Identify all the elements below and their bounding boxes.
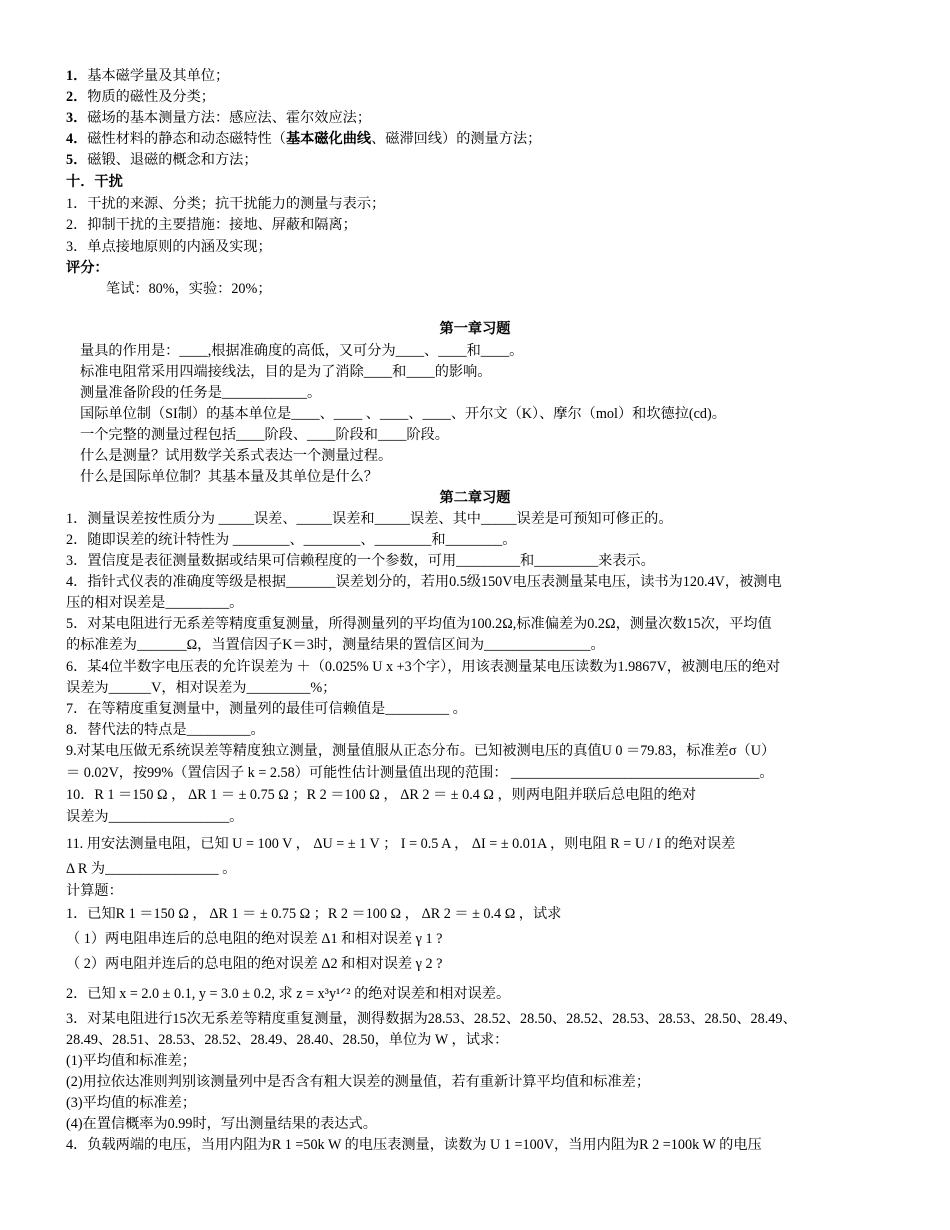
question: 国际单位制（SI制）的基本单位是____、____ 、____、____、开尔文（K）、摩尔（mol）和坎德拉(cd)。: [80, 406, 726, 422]
question: 9.对某电压做无系统误差等精度独立测量，测量值服从正态分布。已知被测电压的真值U 0 ＝79.83，标准差σ（U）: [66, 743, 776, 759]
section-heading: 十．干扰: [66, 174, 123, 190]
list-item: 2．抑制干扰的主要措施：接地、屏蔽和隔离；: [66, 217, 357, 233]
question: 标准电阻常采用四端接线法，目的是为了消除____和____的影响。: [80, 364, 492, 380]
question: 7．在等精度重复测量中，测量列的最佳可信赖值是_________ 。: [66, 701, 467, 717]
list-item: 4．磁性材料的静态和动态磁特性（基本磁化曲线、磁滞回线）的测量方法；: [66, 131, 542, 147]
section-heading: 计算题：: [66, 883, 123, 899]
list-item: 3．磁场的基本测量方法：感应法、霍尔效应法；: [66, 110, 372, 126]
grading-label: 评分：: [66, 260, 109, 276]
list-item: 1．基本磁学量及其单位；: [66, 68, 230, 84]
list-item: 3．单点接地原则的内涵及实现；: [66, 239, 272, 255]
question: 28.49、28.51、28.53、28.52、28.49、28.40、28.50，单位为 W ，试求：: [66, 1032, 509, 1048]
list-item: 2．物质的磁性及分类；: [66, 89, 215, 105]
chapter-title: 第一章习题: [439, 321, 511, 337]
list-item: 1．干扰的来源、分类；抗干扰能力的测量与表示；: [66, 196, 386, 212]
question: 一个完整的测量过程包括____阶段、____阶段和____阶段。: [80, 427, 449, 443]
question: （ 2）两电阻并连后的总电阻的绝对误差 Δ2 和相对误差 γ 2 ?: [66, 956, 443, 972]
question: 测量准备阶段的任务是____________。: [80, 385, 322, 401]
question: 11. 用安法测量电阻，已知 U = 100 V ， ΔU = ± 1 V ； I = 0.5 A ， ΔI = ± 0.01A ，则电阻 R = U / I 的绝对误差: [66, 836, 736, 852]
question: 压的相对误差是_________。: [66, 595, 244, 611]
question: （ 1）两电阻串连后的总电阻的绝对误差 Δ1 和相对误差 γ 1 ?: [66, 931, 443, 947]
question: 1．测量误差按性质分为 _____误差、_____误差和_____误差、其中_____误差是可预知可修正的。: [66, 511, 673, 527]
question: 误差为_________________。: [66, 809, 244, 825]
question: 10．R 1 ＝150 Ω ， ΔR 1 ＝ ± 0.75 Ω ；R 2 ＝100 Ω ， ΔR 2 ＝ ± 0.4 Ω ，则两电阻并联后总电阻的绝对: [66, 787, 697, 803]
question: 6．某4位半数字电压表的允许误差为 ＋（0.025% U x +3个字），用该表测量某电压读数为1.9867V，被测电压的绝对: [66, 659, 781, 675]
chapter-title: 第二章习题: [439, 490, 511, 506]
question: 5．对某电阻进行无系差等精度重复测量，所得测量列的平均值为100.2Ω,标准偏差为0.2Ω，测量次数15次，平均值: [66, 616, 772, 632]
question: 1．已知R 1 ＝150 Ω ， ΔR 1 ＝ ± 0.75 Ω ；R 2 ＝100 Ω ， ΔR 2 ＝ ± 0.4 Ω ，试求: [66, 906, 562, 922]
question: 2．随即误差的统计特性为 ________、________、________和________。: [66, 532, 517, 548]
sub-question: (3)平均值的标准差；: [66, 1095, 197, 1111]
question: 8．替代法的特点是_________。: [66, 722, 265, 738]
question: 4．负载两端的电压，当用内阻为R 1 =50k W 的电压表测量，读数为 U 1 =100V，当用内阻为R 2 =100k W 的电压: [66, 1137, 762, 1153]
grading-text: 笔试：80%，实验：20%；: [106, 281, 272, 297]
sub-question: (4)在置信概率为0.99时，写出测量结果的表达式。: [66, 1116, 377, 1132]
sub-question: (1)平均值和标准差；: [66, 1053, 197, 1069]
question: 量具的作用是：____,根据准确度的高低，又可分为____、____和____。: [80, 343, 524, 359]
question: 3．对某电阻进行15次无系差等精度重复测量，测得数据为28.53、28.52、28.50、28.52、28.53、28.53、28.50、28.49、: [66, 1011, 797, 1027]
question: ＝ 0.02V，按99%（置信因子 k = 2.58）可能性估计测量值出现的范围： ___________________________________。: [66, 765, 774, 781]
question: Δ R 为________________ 。: [66, 861, 237, 877]
question: 3．置信度是表征测量数据或结果可信赖程度的一个参数，可用_________和_________来表示。: [66, 553, 655, 569]
question: 什么是国际单位制？其基本量及其单位是什么？: [80, 469, 378, 485]
question: 4．指针式仪表的准确度等级是根据_______误差划分的，若用0.5级150V电压表测量某电压，读书为120.4V，被测电: [66, 574, 782, 590]
sub-question: (2)用拉依达准则判别该测量列中是否含有粗大误差的测量值，若有重新计算平均值和标准差；: [66, 1074, 651, 1090]
question: 2．已知 x = 2.0 ± 0.1, y = 3.0 ± 0.2, 求 z = x³y¹ᐟ² 的绝对误差和相对误差。: [66, 986, 511, 1002]
question: 误差为______V，相对误差为_________%；: [66, 680, 337, 696]
question: 的标准差为_______Ω，当置信因子K＝3时，测量结果的置信区间为_______________。: [66, 637, 605, 653]
question: 什么是测量？试用数学关系式表达一个测量过程。: [80, 448, 393, 464]
list-item: 5．磁锻、退磁的概念和方法；: [66, 152, 258, 168]
